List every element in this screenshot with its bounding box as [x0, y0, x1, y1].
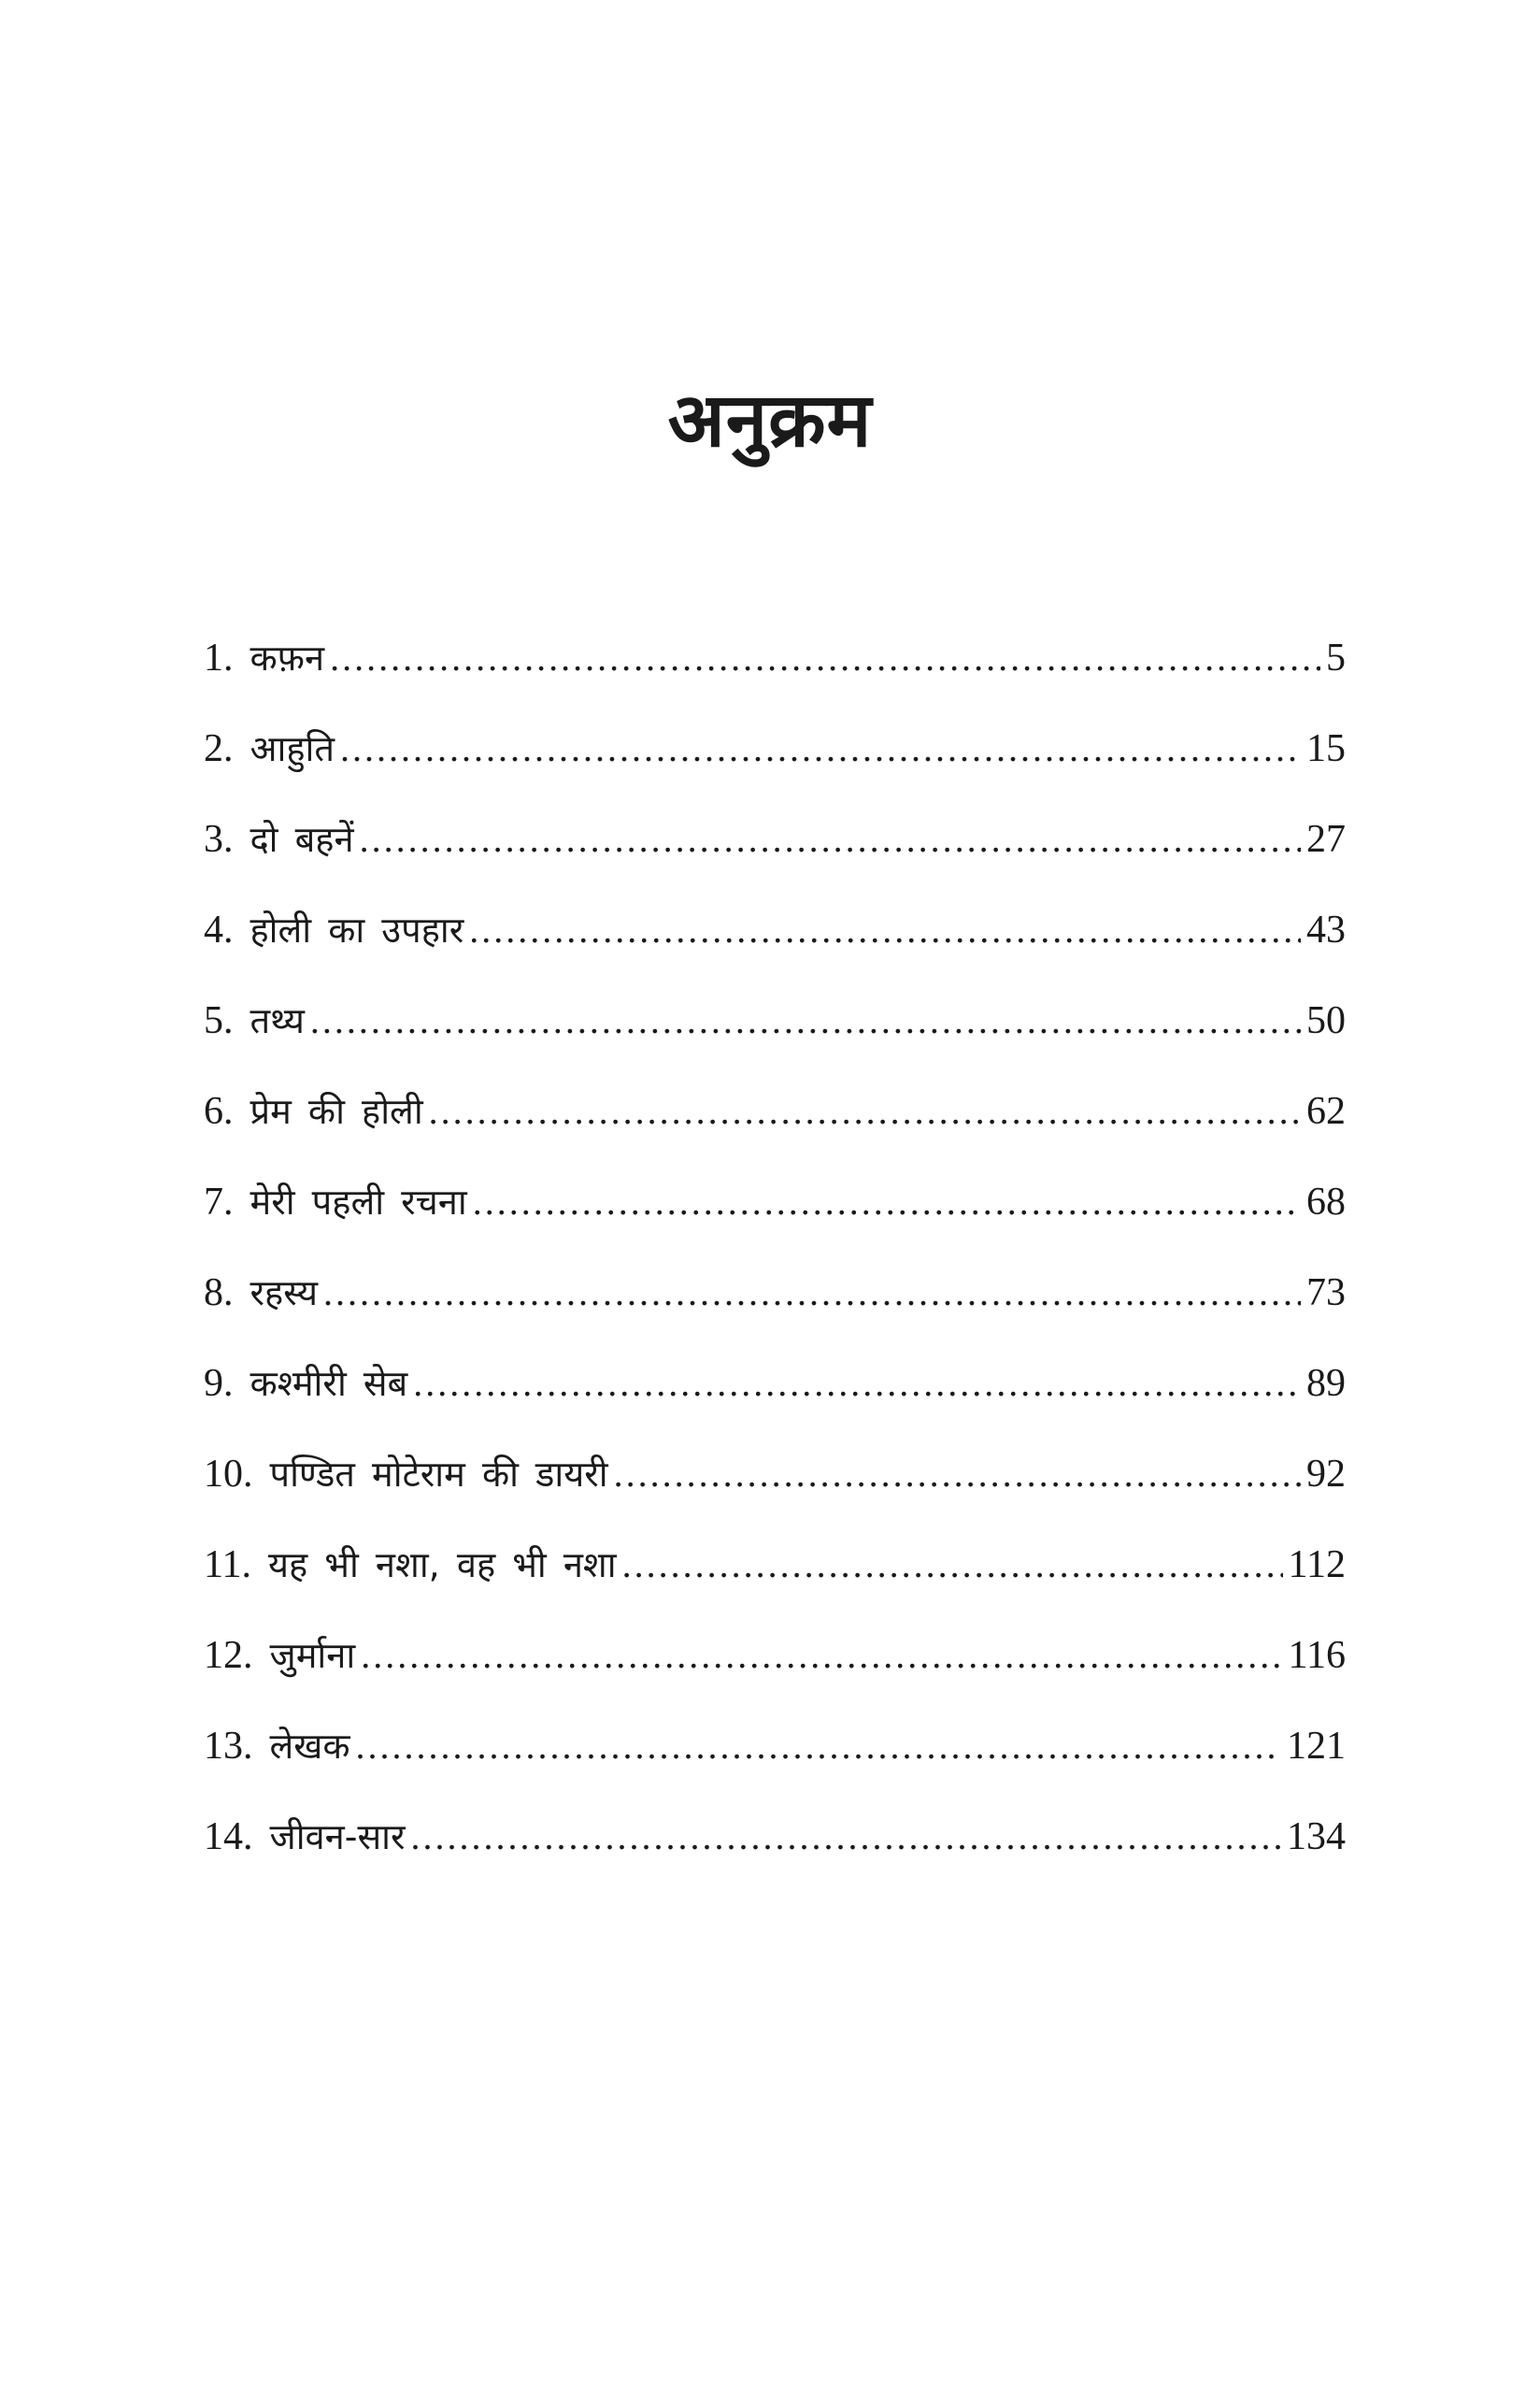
entry-title: दो बहनें	[250, 819, 354, 860]
entry-number: 7.	[204, 1181, 234, 1224]
entry-page-number: 43	[1306, 909, 1346, 952]
entry-title: मेरी पहली रचना	[250, 1182, 467, 1223]
dot-leader	[323, 1247, 1301, 1338]
toc-entry	[204, 1247, 1346, 1338]
dot-leader	[411, 1791, 1281, 1882]
entry-number: 13.	[204, 1725, 253, 1768]
toc-entry	[204, 1610, 1346, 1700]
entry-number: 5.	[204, 999, 234, 1042]
toc-entry	[204, 1700, 1346, 1791]
entry-number: 3.	[204, 818, 234, 861]
dot-leader	[356, 1700, 1281, 1791]
dot-leader	[361, 1610, 1282, 1700]
entry-page-number: 112	[1288, 1543, 1346, 1586]
entry-number: 4.	[204, 909, 234, 952]
entry-page-number: 134	[1287, 1815, 1346, 1858]
entry-title: होली का उपहार	[250, 910, 464, 951]
dot-leader	[473, 1156, 1301, 1247]
entry-title: जीवन-सार	[269, 1816, 406, 1857]
dot-leader	[360, 794, 1301, 884]
toc-entry	[204, 1428, 1346, 1519]
dot-leader	[310, 975, 1301, 1066]
entry-title: कफ़न	[250, 638, 325, 679]
entry-number: 14.	[204, 1815, 253, 1858]
entry-number: 6.	[204, 1090, 234, 1133]
toc-entry	[204, 1156, 1346, 1247]
entry-page-number: 68	[1306, 1181, 1346, 1224]
toc-entry	[204, 1519, 1346, 1610]
entry-title: यह भी नशा, वह भी नशा	[267, 1544, 617, 1585]
entry-page-number: 62	[1306, 1090, 1346, 1133]
entry-page-number: 73	[1306, 1271, 1346, 1314]
entry-title: रहस्य	[250, 1272, 319, 1313]
entry-page-number: 89	[1306, 1362, 1346, 1405]
entry-title: जुर्माना	[269, 1635, 356, 1676]
entry-page-number: 27	[1306, 818, 1346, 861]
entry-page-number: 5	[1326, 637, 1346, 680]
dot-leader	[622, 1519, 1283, 1610]
entry-title: पण्डित मोटेराम की डायरी	[269, 1454, 608, 1495]
toc-entry	[204, 975, 1346, 1066]
toc-entry	[204, 1791, 1346, 1882]
table-of-contents	[204, 612, 1346, 1882]
entry-title: तथ्य	[250, 1000, 305, 1041]
dot-leader	[330, 612, 1320, 703]
toc-entry	[204, 794, 1346, 884]
dot-leader	[429, 1066, 1301, 1156]
dot-leader	[413, 1338, 1301, 1428]
toc-entry	[204, 612, 1346, 703]
entry-number: 8.	[204, 1271, 234, 1314]
entry-page-number: 15	[1306, 727, 1346, 770]
toc-entry	[204, 1338, 1346, 1428]
entry-number: 12.	[204, 1634, 253, 1677]
entry-page-number: 116	[1288, 1634, 1346, 1677]
toc-entry	[204, 884, 1346, 975]
dot-leader	[340, 703, 1301, 794]
toc-entry	[204, 1066, 1346, 1156]
entry-number: 9.	[204, 1362, 234, 1405]
dot-leader	[614, 1428, 1301, 1519]
entry-number: 10.	[204, 1453, 253, 1496]
entry-title: लेखक	[269, 1726, 350, 1767]
dot-leader	[469, 884, 1301, 975]
entry-number: 1.	[204, 637, 234, 680]
entry-page-number: 92	[1306, 1453, 1346, 1496]
entry-page-number: 121	[1287, 1725, 1346, 1768]
page-title: अनुक्रम	[667, 377, 873, 464]
entry-title: प्रेम की होली	[250, 1091, 423, 1132]
entry-page-number: 50	[1306, 999, 1346, 1042]
entry-title: आहुति	[250, 728, 335, 769]
entry-title: कश्मीरी सेब	[250, 1363, 408, 1404]
entry-number: 2.	[204, 727, 234, 770]
toc-entry	[204, 703, 1346, 794]
entry-number: 11.	[204, 1543, 251, 1586]
